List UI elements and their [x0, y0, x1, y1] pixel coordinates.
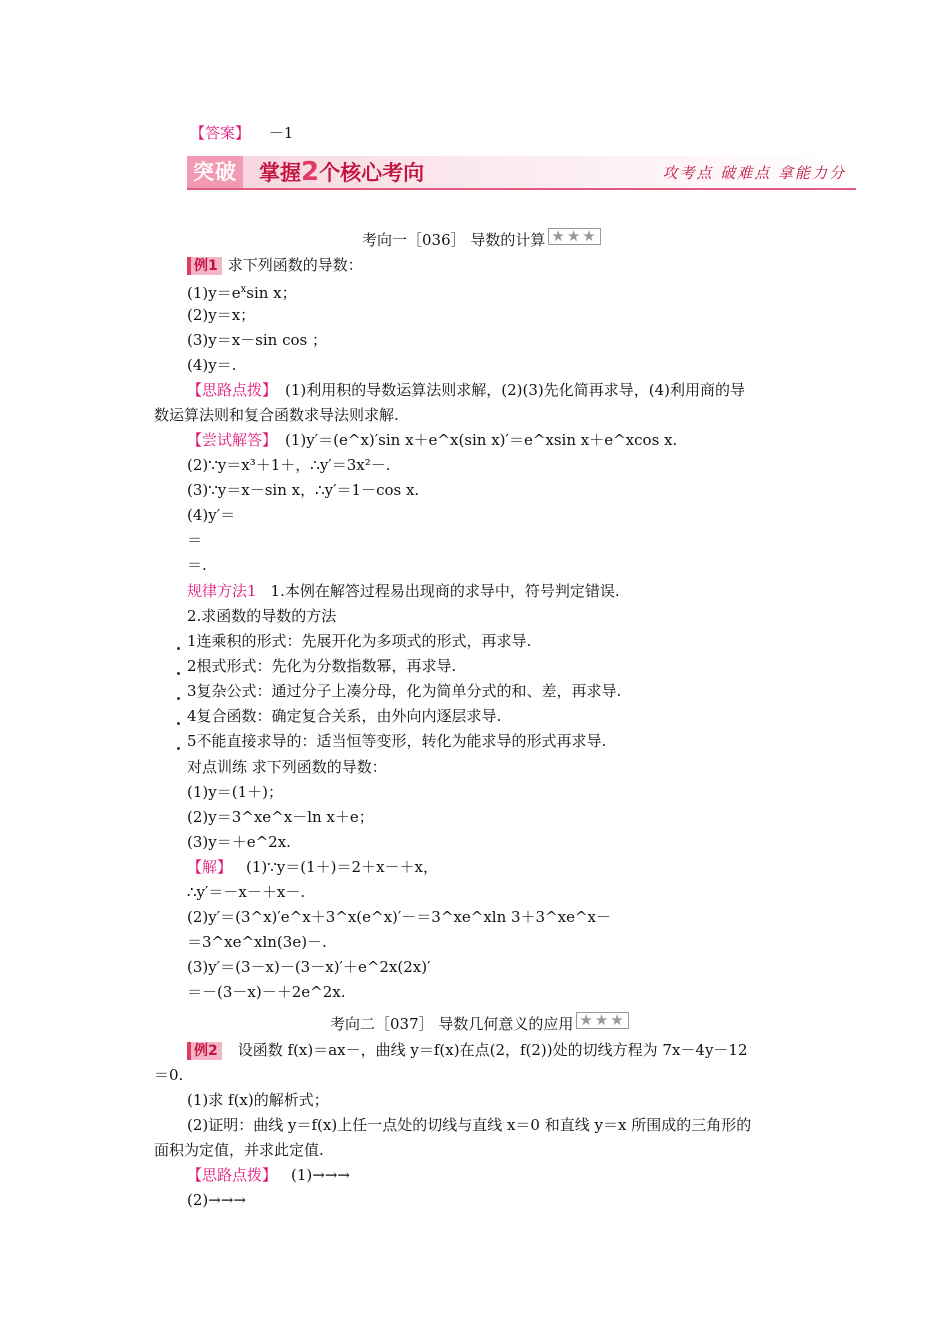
- answer-line: [190, 123, 293, 143]
- example2-line2: ＝0.: [154, 1066, 184, 1084]
- solution1-line2: (2)∵y＝x³＋1＋，∴y′＝3x²－.: [187, 456, 391, 474]
- hint2-text1: (1)→→→: [291, 1166, 350, 1184]
- example2-text1: 设函数 f(x)＝ax－，曲线 y＝f(x)在点(2，f(2))处的切线方程为 7x－4y－12: [237, 1041, 748, 1059]
- example1-prompt-text: 求下列函数的导数：: [227, 256, 363, 274]
- banner-right-text: 攻考点 破难点 拿能力分: [662, 164, 846, 182]
- section2-heading: [330, 1012, 629, 1034]
- hint2-label: 【思路点拨】: [187, 1166, 278, 1184]
- banner-title-a: 掌握: [259, 161, 301, 185]
- solution2-line4: ＝3^xe^xln(3e)－.: [187, 933, 327, 951]
- example2-question1: (1)求 f(x)的解析式；: [187, 1091, 329, 1109]
- practice-heading: 对点训练 求下列函数的导数：: [187, 758, 387, 776]
- solution2-text1: (1)∵y＝(1＋)＝2＋x－＋x，: [246, 858, 438, 876]
- practice-item-1: (1)y＝(1＋)；: [187, 783, 283, 801]
- bullet-dot: [177, 647, 180, 650]
- rule1-item-4: 4复合函数：确定复合关系，由外向内逐层求导.: [187, 707, 502, 725]
- rule1-line2: 2.求函数的导数的方法: [187, 607, 337, 625]
- example1-item-1: $(1)y=e^x\sin$ x；: [187, 284, 297, 302]
- hint1-line1: [187, 380, 745, 400]
- banner-tag: 突破: [187, 156, 243, 188]
- solution1-line3: (3)∵y＝x－sin x，∴y′＝1－cos x.: [187, 481, 420, 499]
- solution2-line1: [187, 857, 438, 877]
- solution1-line5: ＝: [187, 531, 203, 549]
- banner-title-b: 个核心考向: [319, 161, 425, 185]
- example1-item-4: (4)y＝.: [187, 356, 237, 374]
- example1-item-3: (3)y＝x－sin cos ；: [187, 331, 328, 349]
- example1-item-2: (2)y＝x；: [187, 306, 256, 324]
- example2-badge: 例2: [187, 1042, 222, 1060]
- banner-title: [259, 156, 424, 188]
- rule1-text1: 1.本例在解答过程易出现商的求导中，符号判定错误.: [270, 582, 620, 600]
- bullet-dot: [177, 747, 180, 750]
- answer-label: 【答案】: [190, 124, 251, 142]
- hint1-line2: 数运算法则和复合函数求导法则求解.: [154, 406, 399, 424]
- example2-line1: [187, 1040, 748, 1060]
- solution2-line5: (3)y′＝(3－x)－(3－x)′＋e^2x(2x)′: [187, 958, 431, 976]
- example2-question2a: (2)证明：曲线 y＝f(x)上任一点处的切线与直线 x＝0 和直线 y＝x 所围成的三角形的: [187, 1116, 752, 1134]
- hint2-line1: [187, 1165, 350, 1185]
- example2-question2b: 面积为定值，并求此定值.: [154, 1141, 324, 1159]
- practice-item-3: (3)y＝＋e^2x.: [187, 833, 291, 851]
- section2-title: 考向二［037］ 导数几何意义的应用: [330, 1015, 574, 1033]
- banner-underline: [187, 188, 856, 190]
- hint1-text: (1)利用积的导数运算法则求解，(2)(3)先化简再求导，(4)利用商的导: [285, 381, 746, 399]
- bullet-dot: [177, 672, 180, 675]
- rule1-item-1: 1连乘积的形式：先展开化为多项式的形式，再求导.: [187, 632, 532, 650]
- star-rating: ★★★: [548, 228, 600, 245]
- solution1-line4: (4)y′＝: [187, 506, 236, 524]
- solution2-label: 【解】: [187, 858, 233, 876]
- example1-badge: 例1: [187, 257, 222, 275]
- section1-heading: [362, 228, 601, 250]
- solution2-line6: ＝－(3－x)－＋2e^2x.: [187, 983, 346, 1001]
- solution2-line3: (2)y′＝(3^x)′e^x＋3^x(e^x)′－＝3^xe^xln 3＋3^xe^x－: [187, 908, 612, 926]
- practice-item-2: (2)y＝3^xe^x－ln x＋e；: [187, 808, 374, 826]
- example1-prompt: [187, 255, 363, 275]
- solution1-line1: [187, 430, 677, 450]
- hint2-line2: (2)→→→: [187, 1191, 246, 1209]
- rule1-item-5: 5不能直接求导的：适当恒等变形，转化为能求导的形式再求导.: [187, 732, 607, 750]
- section1-title: 考向一［036］ 导数的计算: [362, 231, 546, 249]
- bullet-dot: [177, 722, 180, 725]
- rule1-item-2: 2根式形式：先化为分数指数幂，再求导.: [187, 657, 457, 675]
- rule1-line1: [187, 581, 620, 601]
- rule1-item-3: 3复杂公式：通过分子上凑分母，化为简单分式的和、差，再求导.: [187, 682, 622, 700]
- solution1-text1: (1)y′＝(e^x)′sin x＋e^x(sin x)′＝e^xsin x＋e^xcos x.: [285, 431, 678, 449]
- solution1-label: 【尝试解答】: [187, 431, 278, 449]
- section-banner: [187, 156, 856, 190]
- answer-value: －1: [268, 124, 294, 142]
- rule1-label: 规律方法1: [187, 582, 257, 600]
- solution2-line2: ∴y′＝－x－＋x－.: [187, 883, 306, 901]
- star-rating: ★★★: [576, 1012, 628, 1029]
- bullet-dot: [177, 697, 180, 700]
- banner-title-num: 2: [301, 157, 320, 187]
- solution1-line6: ＝.: [187, 556, 207, 574]
- hint1-label: 【思路点拨】: [187, 381, 278, 399]
